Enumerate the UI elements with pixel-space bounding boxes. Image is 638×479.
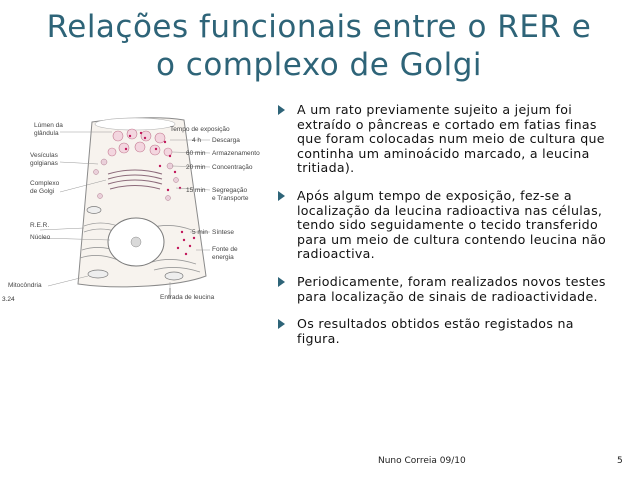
footer-author: Nuno Correia 09/10 xyxy=(378,456,466,466)
cell-diagram xyxy=(0,100,272,305)
label-t15: 15 min xyxy=(186,187,206,194)
slide-title-line-2: o complexo de Golgi xyxy=(155,47,483,83)
label-mitochondria: Mitocôndria xyxy=(8,282,42,289)
label-segregation: Segregação e Transporte xyxy=(212,187,249,202)
bullet-text: Após algum tempo de exposição, fez-se a localização da leucina radioactiva nas células, tendo sido seguidamente o tecido transferido para um meio de cultura contendo leucina não radioactiva. xyxy=(297,187,606,262)
label-rer: R.E.R. xyxy=(30,222,50,229)
triangle-bullet-icon xyxy=(278,191,285,201)
label-golgi-vesicles: Vesículas golgianas xyxy=(30,152,58,167)
label-concentration: Concentração xyxy=(212,164,253,171)
triangle-bullet-icon xyxy=(278,277,285,287)
label-leucine-entry: Entrada de leucina xyxy=(160,294,215,301)
label-t4h: 4 h xyxy=(192,137,202,144)
bullet-item xyxy=(278,317,608,346)
bullet-item xyxy=(278,103,608,176)
bullet-list xyxy=(278,103,608,359)
triangle-bullet-icon xyxy=(278,319,285,329)
bullet-text: Os resultados obtidos estão registados na figura. xyxy=(297,316,574,346)
slide-title-line-1: Relações funcionais entre o RER e xyxy=(46,9,592,45)
label-t20: 20 min xyxy=(186,164,206,171)
label-lumen: Lúmen da glândula xyxy=(34,122,63,137)
nucleolus xyxy=(131,237,141,247)
bullet-text: Periodicamente, foram realizados novos testes para localização de sinais de radioactividade. xyxy=(297,273,606,304)
label-golgi-complex: Complexo de Golgi xyxy=(30,180,60,195)
label-synthesis: Síntese xyxy=(212,229,235,236)
label-nucleus: Núcleo xyxy=(30,234,51,241)
label-t60: 60 min xyxy=(186,150,206,157)
label-discharge: Descarga xyxy=(212,137,240,144)
page-number: 5 xyxy=(617,456,623,466)
triangle-bullet-icon xyxy=(278,105,285,115)
label-exposure-time: Tempo de exposição xyxy=(170,126,230,133)
label-energy-source: Fonte de energia xyxy=(212,246,238,261)
slide-title xyxy=(0,8,638,84)
bullet-item xyxy=(278,275,608,304)
gland-lumen xyxy=(95,118,175,130)
label-t5: 5 min xyxy=(192,229,208,236)
label-storage: Armazenamento xyxy=(212,150,260,157)
bullet-text: A um rato previamente sujeito a jejum foi extraído o pâncreas e cortado em fatias finas que foram colocadas num meio de cultura que continha um aminoácido marcado, a leucina tritiada). xyxy=(297,102,605,176)
bullet-item xyxy=(278,189,608,262)
figure-number: 3.24 xyxy=(2,296,15,303)
